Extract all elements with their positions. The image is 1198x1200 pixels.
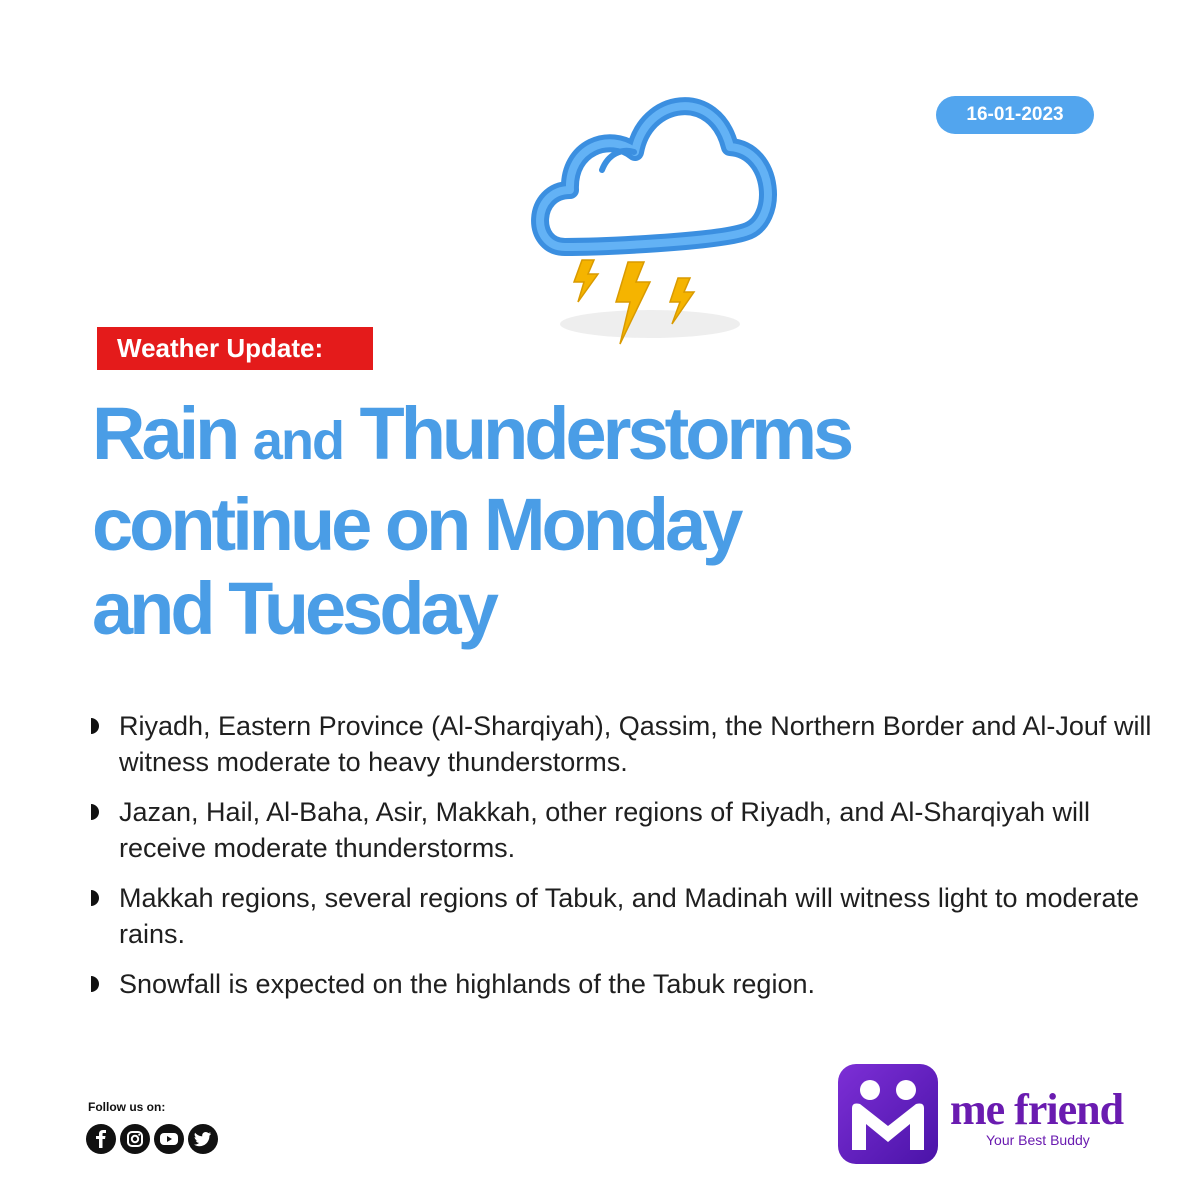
- list-item: [86, 966, 1166, 1002]
- me-friend-logo-icon: [838, 1064, 938, 1164]
- headline-word-thunderstorms: Thunderstorms: [359, 392, 851, 475]
- brand-tagline: Your Best Buddy: [986, 1132, 1090, 1148]
- brand-name: me friend: [950, 1085, 1124, 1134]
- half-circle-bullet-icon: [88, 890, 104, 906]
- half-circle-bullet-icon: [88, 976, 104, 992]
- list-item-text: Snowfall is expected on the highlands of the Tabuk region.: [119, 969, 815, 999]
- social-links: [86, 1124, 218, 1154]
- twitter-icon[interactable]: [188, 1124, 218, 1154]
- headline-word-rain: Rain: [92, 392, 237, 475]
- date-badge: 16-01-2023: [936, 96, 1094, 134]
- instagram-icon[interactable]: [120, 1124, 150, 1154]
- list-item: [86, 794, 1166, 866]
- list-item: [86, 708, 1166, 780]
- headline-word-and: and: [252, 411, 343, 471]
- facebook-icon[interactable]: [86, 1124, 116, 1154]
- headline: [92, 392, 1152, 651]
- list-item-text: Makkah regions, several regions of Tabuk, and Madinah will witness light to moderate rains.: [119, 883, 1140, 949]
- half-circle-bullet-icon: [88, 718, 104, 734]
- follow-us-label: Follow us on:: [88, 1100, 166, 1114]
- list-item: [86, 880, 1166, 952]
- list-item-text: Riyadh, Eastern Province (Al-Sharqiyah), Qassim, the Northern Border and Al-Jouf will witness moderate to heavy thunderstorms.: [119, 711, 1152, 777]
- forecast-list: [86, 708, 1166, 1016]
- thunderstorm-cloud-icon: [510, 62, 810, 362]
- half-circle-bullet-icon: [88, 804, 104, 820]
- headline-line-3: and Tuesday: [92, 567, 495, 650]
- list-item-text: Jazan, Hail, Al-Baha, Asir, Makkah, other regions of Riyadh, and Al-Sharqiyah will receive moderate thunderstorms.: [119, 797, 1090, 863]
- youtube-icon[interactable]: [154, 1124, 184, 1154]
- headline-line-2: continue on Monday: [92, 483, 740, 566]
- weather-update-label: Weather Update:: [97, 327, 373, 370]
